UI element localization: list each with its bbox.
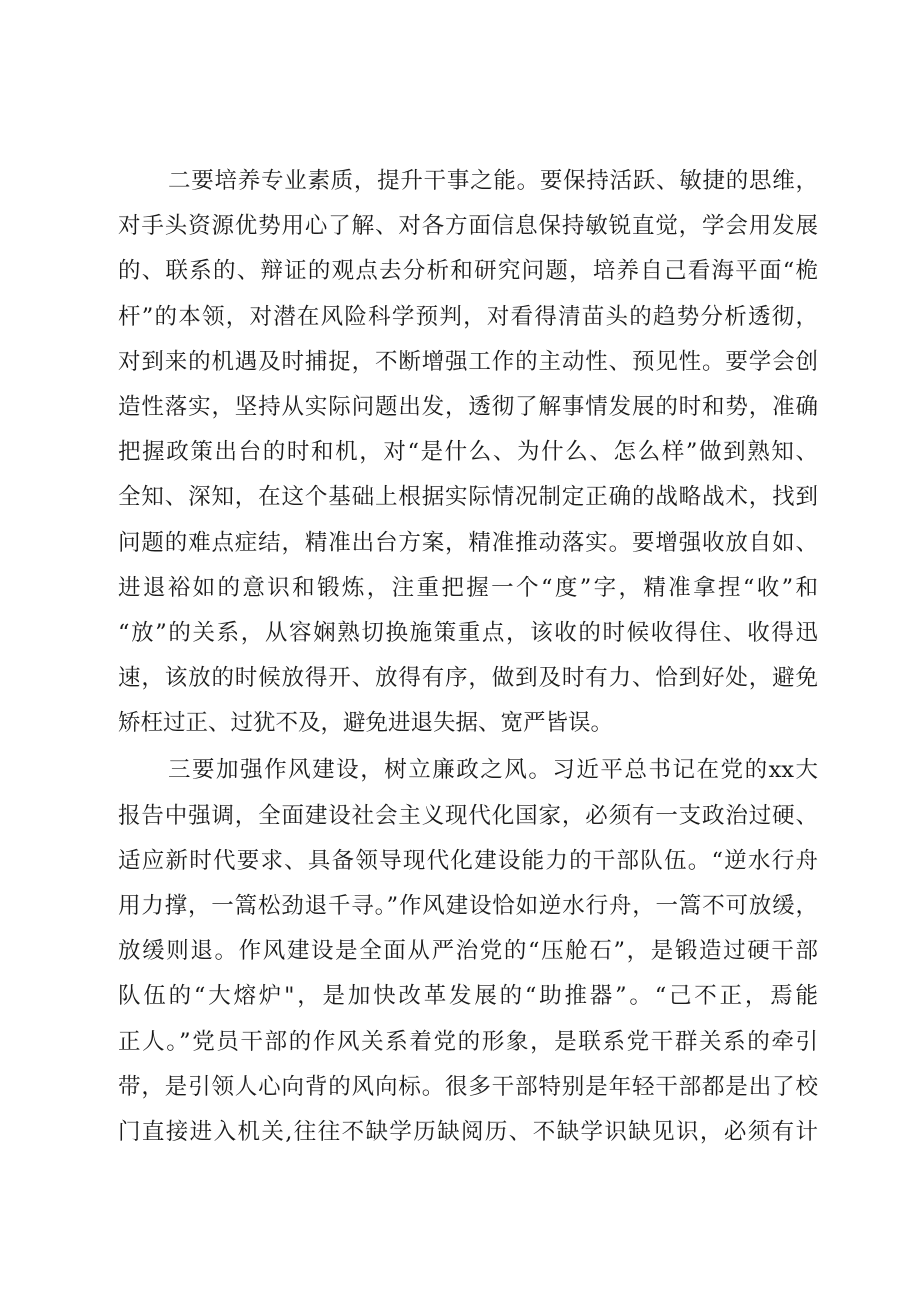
document-body	[118, 159, 818, 1155]
paragraph-line: 放缓则退。作风建设是全面从严治党的“压舱石”，是锻造过硬干部	[118, 938, 818, 965]
paragraph-professional-quality	[118, 159, 818, 746]
paragraph-line: 矫枉过正、过犹不及，避免进退失据、宽严皆误。	[118, 710, 614, 737]
paragraph-line: 把握政策出台的时和机，对“是什么、为什么、怎么样”做到熟知、	[118, 439, 818, 466]
paragraph-line: 队伍的“大熔炉"，是加快改革发展的“助推器”。“己不正，焉能	[118, 983, 818, 1010]
paragraph-line: 带，是引领人心向背的风向标。很多干部特别是年轻干部都是出了校	[118, 1073, 818, 1100]
paragraph-work-style	[118, 748, 818, 1155]
paragraph-line: 报告中强调，全面建设社会主义现代化国家，必须有一支政治过硬、	[118, 802, 818, 829]
paragraph-line: 对到来的机遇及时捕捉，不断增强工作的主动性、预见性。要学会创	[118, 348, 818, 375]
paragraph-line: 三要加强作风建设，树立廉政之风。习近平总书记在党的xx大	[168, 757, 818, 784]
paragraph-line: 造性落实，坚持从实际问题出发，透彻了解事情发展的时和势，准确	[118, 393, 818, 420]
paragraph-line: 速，该放的时候放得开、放得有序，做到及时有力、恰到好处，避免	[118, 665, 818, 692]
paragraph-line: 门直接进入机关,往往不缺学历缺阅历、不缺学识缺见识，必须有计	[118, 1118, 818, 1145]
paragraph-line: 问题的难点症结，精准出台方案，精准推动落实。要增强收放自如、	[118, 529, 818, 556]
paragraph-line: 二要培养专业素质，提升干事之能。要保持活跃、敏捷的思维，	[168, 168, 818, 194]
paragraph-line: 全知、深知，在这个基础上根据实际情况制定正确的战略战术，找到	[118, 484, 818, 511]
paragraph-line: 正人。”党员干部的作风关系着党的形象，是联系党干群关系的牵引	[118, 1028, 818, 1055]
paragraph-line: 适应新时代要求、具备领导现代化建设能力的干部队伍。“逆水行舟	[118, 847, 818, 874]
paragraph-line: 杆”的本领，对潜在风险科学预判，对看得清苗头的趋势分析透彻，	[118, 303, 818, 330]
paragraph-line: 进退裕如的意识和锻炼，注重把握一个“度”字，精准拿捏“收”和	[118, 574, 818, 601]
paragraph-line: 用力撑，一篙松劲退千寻。”作风建设恰如逆水行舟，一篙不可放缓，	[118, 893, 818, 919]
paragraph-line: 对手头资源优势用心了解、对各方面信息保持敏锐直觉，学会用发展	[118, 213, 818, 240]
paragraph-line: “放”的关系，从容娴熟切换施策重点，该收的时候收得住、收得迅	[118, 619, 818, 646]
paragraph-line: 的、联系的、辩证的观点去分析和研究问题，培养自己看海平面“桅	[118, 258, 818, 285]
